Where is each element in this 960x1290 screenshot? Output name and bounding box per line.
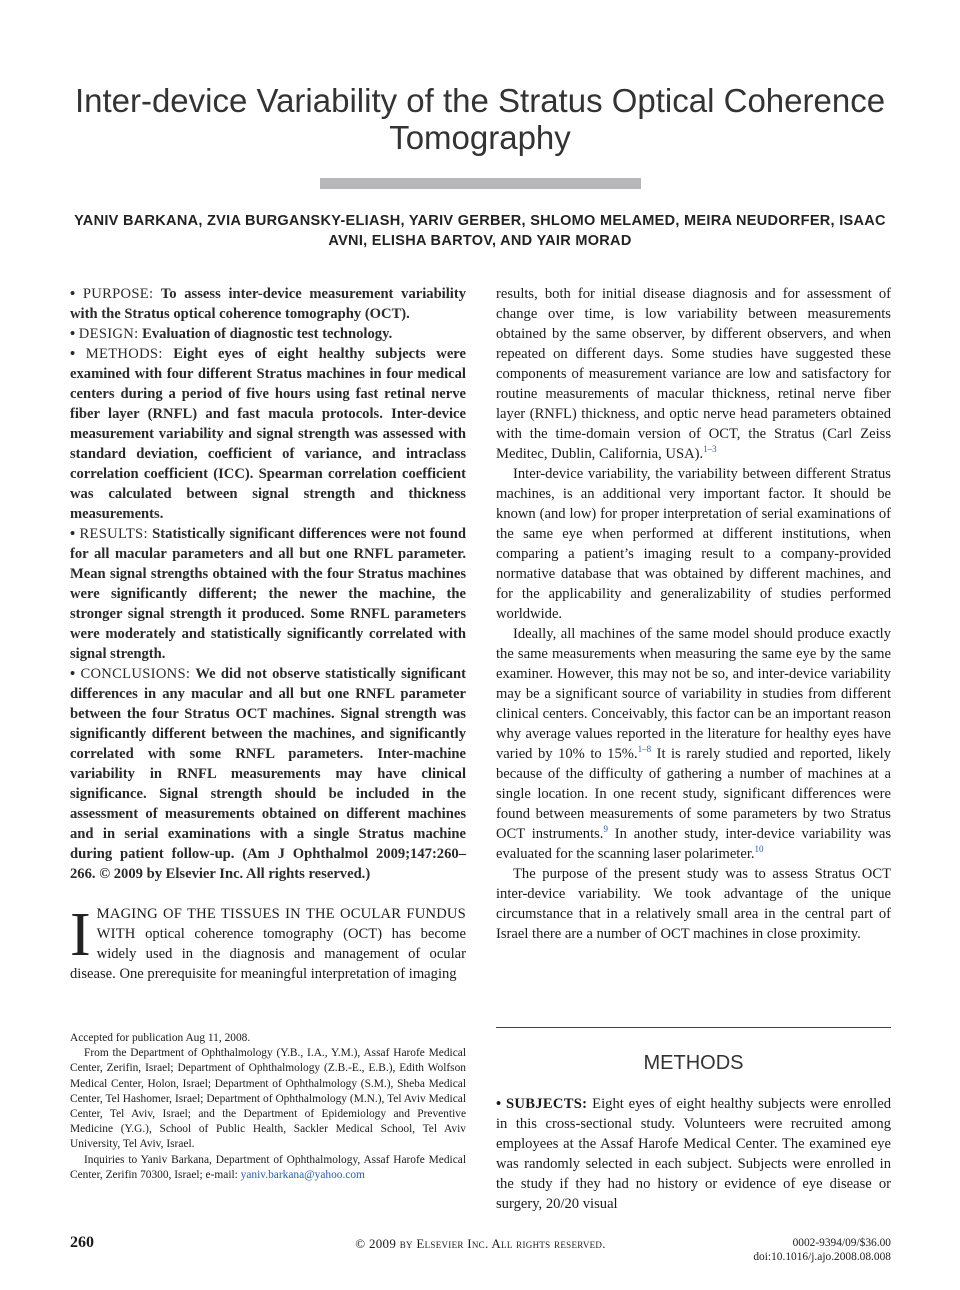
abstract	[70, 284, 466, 884]
paragraph	[496, 864, 891, 944]
paragraph	[496, 464, 891, 624]
paragraph-text: Ideally, all machines of the same model should produce exactly the same measurements when measuring the same eye by the same examiner. However, this may not be so, and inter-device variability may be a significant source of variability in studies from different clinical centers. Conceivably, this factor can be an important reason why average values reported in the literature for healthy eyes have varied by 10% to 15%.	[496, 626, 891, 762]
bullet-icon: •	[70, 526, 76, 542]
page-number: 260	[70, 1234, 94, 1251]
abstract-conclusions	[70, 664, 466, 884]
reference-link[interactable]: 1–8	[637, 744, 652, 755]
bullet-icon: •	[496, 1096, 502, 1112]
introduction	[70, 901, 466, 984]
design-heading: DESIGN:	[78, 326, 139, 342]
email-link[interactable]: yaniv.barkana@yahoo.com	[240, 1168, 365, 1181]
article-identifiers	[753, 1236, 891, 1264]
conclusions-heading: CONCLUSIONS:	[80, 666, 191, 682]
accepted-note: Accepted for publication Aug 11, 2008.	[70, 1032, 251, 1044]
paragraph	[496, 284, 891, 464]
conclusions-text: We did not observe statistically significant differences in any macular and all but one RNFL parameter between the four Stratus OCT machines. Signal strength was significantly different between the machines, and significantly correlated with some RNFL parameters. Inter-machine variability in RNFL measurements may have clinical significance. Signal strength should be included in the assessment of measurements obtained on different machines and in serial examinations with a single Stratus machine during patient follow-up. (Am J Ophthalmol 2009;147:260–266. © 2009 by Elsevier Inc. All rights reserved.)	[70, 666, 466, 882]
bullet-icon: •	[70, 346, 76, 362]
paragraph	[496, 624, 891, 864]
intro-lead: MAGING OF THE TISSUES IN THE OCULAR FUNDUS WITH	[96, 906, 466, 942]
page-footer	[70, 1234, 891, 1268]
inquiries-text: Inquiries to Yaniv Barkana, Department of Ophthalmology, Assaf Harofe Medical Center, Zerifin 70300, Israel; e-mail:	[70, 1153, 466, 1181]
abstract-results	[70, 524, 466, 664]
affiliations-note: From the Department of Ophthalmology (Y.B., I.A., Y.M.), Assaf Harofe Medical Center, Zerifin, Israel; Department of Ophthalmology (Z.B.-E., E.B.), Edith Wolfson Medical Center, Holon, Israel; Department of Ophthalmology (S.M.), Sheba Medical Center, Tel Hashomer, Israel; Department of Ophthalmology (M.N.), Tel Aviv Medical Center, Tel Aviv, Israel; and the Department of Epidemiology and Preventive Medicine (Y.G.), School of Public Health, Sackler Medical School, Tel Aviv University, Tel Aviv, Israel.	[70, 1047, 466, 1151]
reference-link[interactable]: 10	[754, 844, 764, 855]
bullet-icon: •	[70, 326, 76, 342]
inquiries-note	[70, 1153, 466, 1183]
abstract-design	[70, 324, 466, 344]
methods-heading: METHODS:	[85, 346, 163, 362]
paragraph-text: Inter-device variability, the variability between different Stratus machines, is an additional very important factor. It should be known (and low) for proper interpretation of serial examinations of the same eye when performed at different institutions, when comparing a patient’s imaging result to a company-provided normative database that was obtained by different machines, and for the applicability and generalizability of studies performed worldwide.	[496, 466, 891, 622]
purpose-text: To assess inter-device measurement variability with the Stratus optical coherence tomography (OCT).	[70, 286, 467, 322]
article-title: Inter-device Variability of the Stratus Optical Coherence Tomography	[74, 82, 886, 156]
right-column	[496, 284, 891, 944]
methods-subjects	[496, 1094, 891, 1214]
section-divider	[496, 1027, 891, 1028]
title-rule	[320, 178, 641, 189]
reference-link[interactable]: 9	[603, 824, 608, 835]
doi: doi:10.1016/j.ajo.2008.08.008	[753, 1251, 891, 1263]
purpose-heading: PURPOSE:	[82, 286, 154, 302]
bullet-icon: •	[70, 666, 76, 682]
results-heading: RESULTS:	[79, 526, 148, 542]
section-heading: METHODS	[643, 1052, 744, 1074]
design-text: Evaluation of diagnostic test technology.	[142, 326, 393, 342]
footnotes	[70, 1031, 466, 1183]
issn: 0002-9394/09/$36.00	[792, 1237, 891, 1249]
results-text: Statistically significant differences were not found for all macular parameters and all but one RNFL parameter. Mean signal strengths obtained with the four Stratus machines were significantly different; the newer the machine, the stronger signal strength it produced. Some RNFL parameters were moderately and statistically significantly correlated with signal strength.	[70, 526, 466, 662]
author-list: YANIV BARKANA, ZVIA BURGANSKY-ELIASH, YARIV GERBER, SHLOMO MELAMED, MEIRA NEUDORFER, ISAAC AVNI, ELISHA BARTOV, AND YAIR MORAD	[74, 213, 886, 249]
bullet-icon: •	[70, 286, 76, 302]
left-column	[70, 284, 466, 984]
paragraph-text: It is rarely studied and reported, likely because of the difficulty of gathering a number of machines at a single location. In one recent study, significant differences were found between measurements of some parameters by two Stratus OCT instruments.	[496, 746, 891, 842]
subjects-heading: SUBJECTS:	[505, 1096, 588, 1112]
methods-text: Eight eyes of eight healthy subjects were examined with four different Stratus machines in four medical centers during a period of five hours using fast retinal nerve fiber layer (RNFL) and fast macula protocols. Inter-device measurement variability and signal strength was assessed with standard deviation, coefficient of variance, and intraclass correlation coefficient (ICC). Spearman correlation coefficient was calculated between signal strength and thickness measurements.	[70, 346, 466, 522]
paragraph-text: In another study, inter-device variability was evaluated for the scanning laser polarimeter.	[496, 826, 891, 862]
drop-cap: I	[70, 901, 91, 969]
intro-text: optical coherence tomography (OCT) has become widely used in the diagnosis and management of ocular disease. One prerequisite for meaningful interpretation of imaging	[70, 926, 466, 982]
subjects-text: Eight eyes of eight healthy subjects were enrolled in this cross-sectional study. Volunteers were recruited among employees at the Assaf Harofe Medical Center. The examined eye was randomly selected in each subject. Subjects were enrolled in the study if they had no history or evidence of eye disease or surgery, 20/20 visual	[496, 1096, 891, 1212]
paragraph-text: The purpose of the present study was to assess Stratus OCT inter-device variability. We took advantage of the unique circumstance that in a relatively small area in the central part of Israel there are a number of OCT machines in close proximity.	[496, 866, 891, 942]
copyright: © 2009 by Elsevier Inc. All rights reserved.	[355, 1236, 606, 1251]
abstract-methods	[70, 344, 466, 524]
paragraph-text: results, both for initial disease diagnosis and for assessment of change over time, is low variability between measurements obtained by the same observer, by different observers, and when repeated on different days. Some studies have suggested these components of measurement variance are low and satisfactory for routine measurements of macular thickness, retinal nerve fiber layer (RNFL) thickness, and optic nerve head parameters obtained with the time-domain version of OCT, the Stratus (Carl Zeiss Meditec, Dublin, California, USA).	[496, 286, 891, 462]
reference-link[interactable]: 1–3	[703, 444, 717, 455]
abstract-purpose	[70, 284, 466, 324]
